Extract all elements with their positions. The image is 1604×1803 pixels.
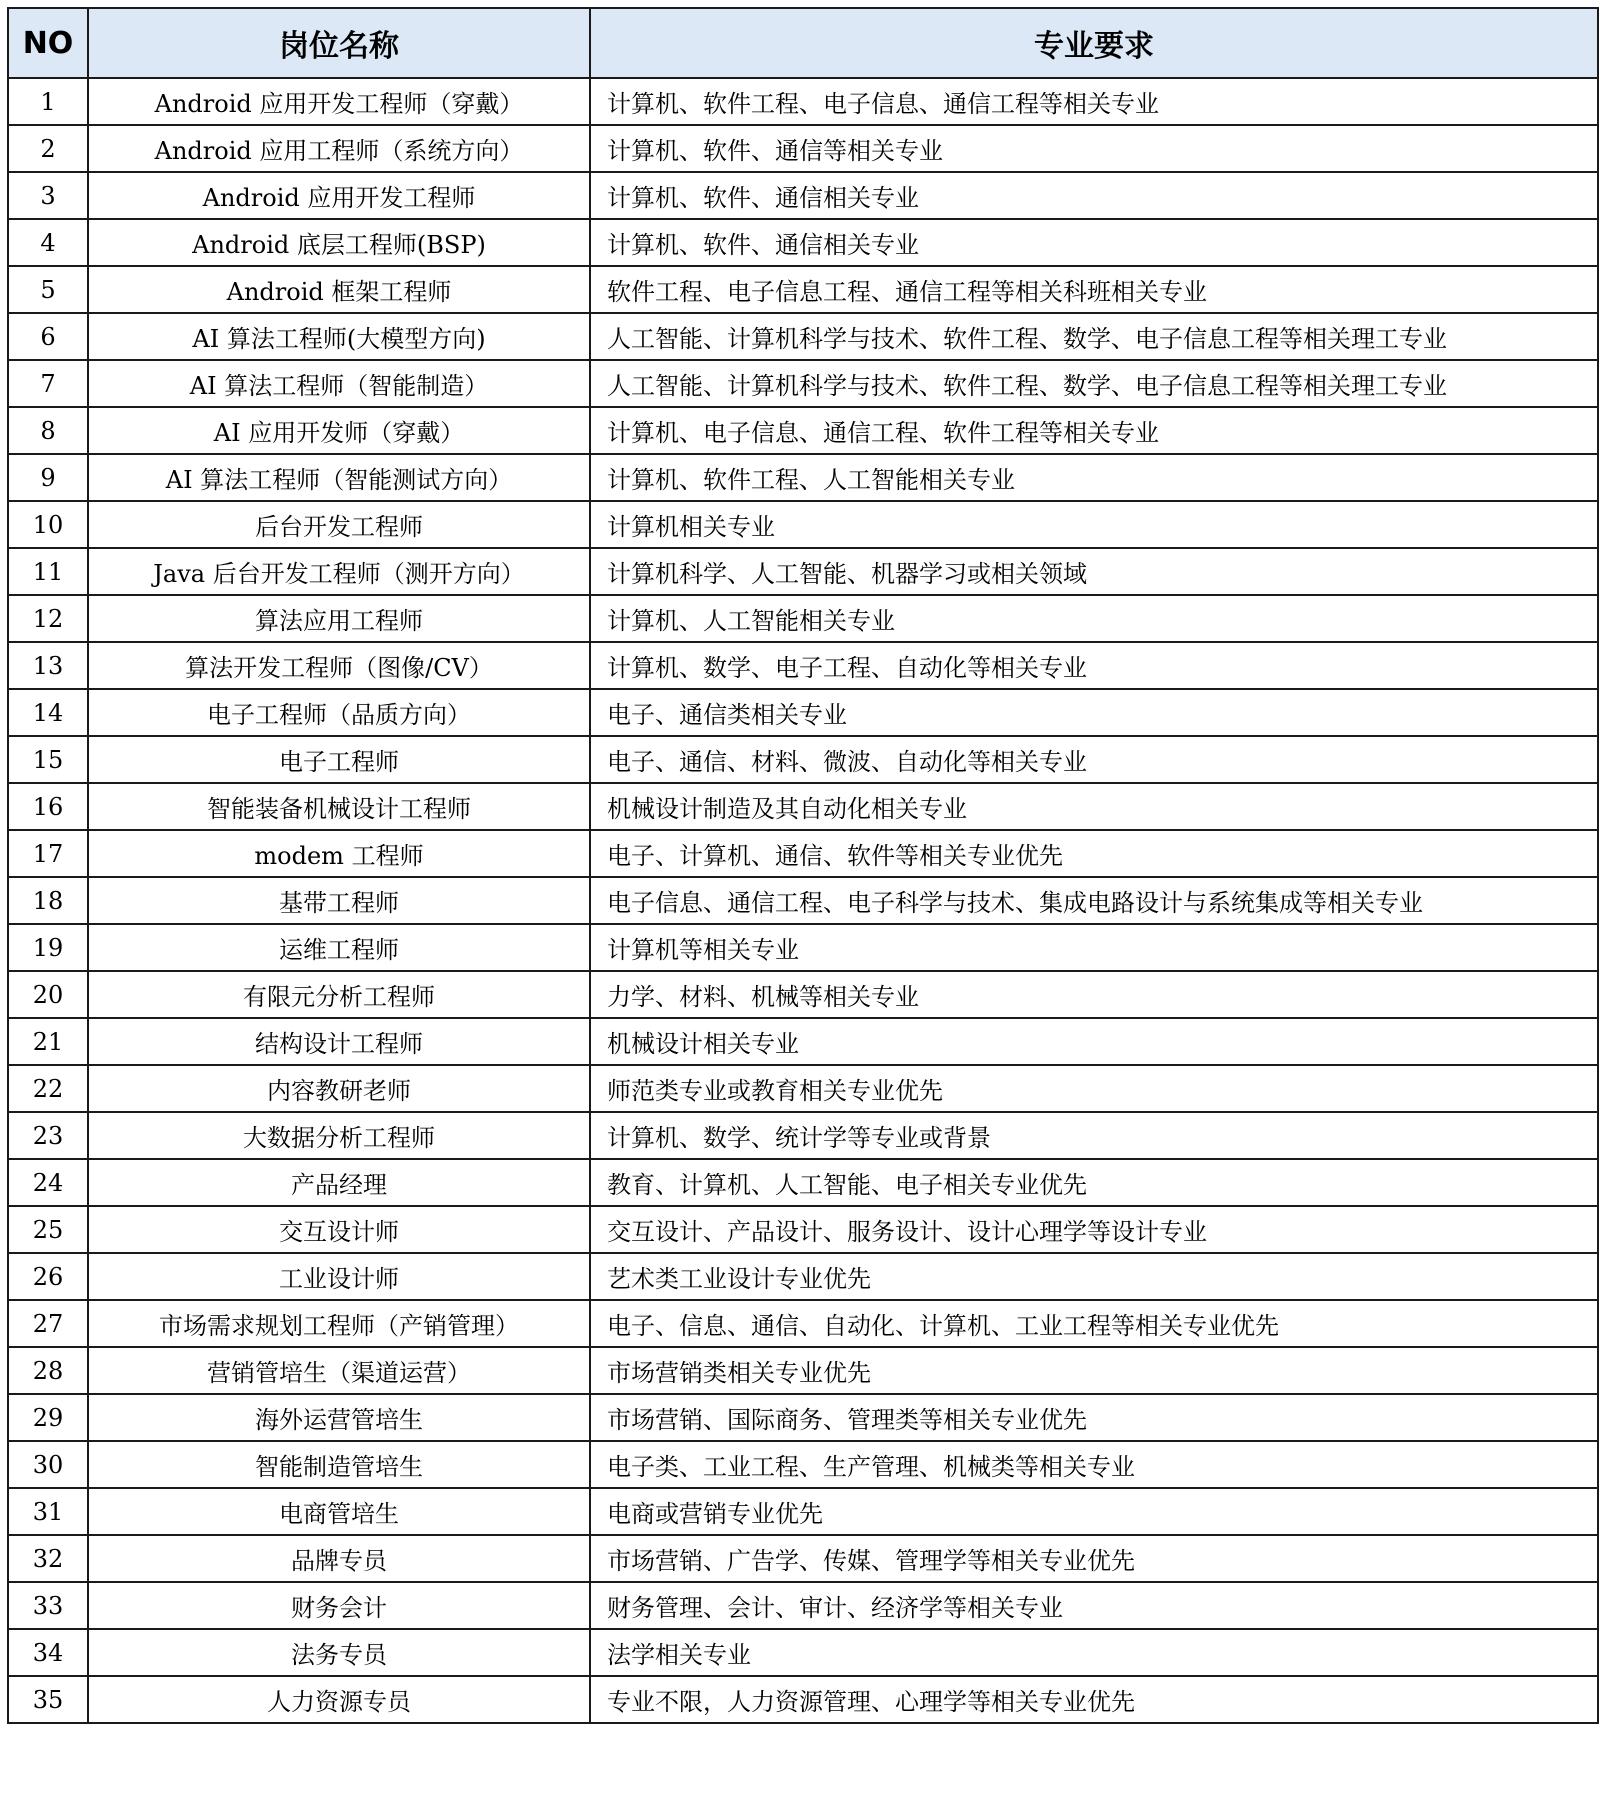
row-number: 17: [8, 830, 88, 877]
table-row: [8, 736, 1598, 783]
major-requirement-cell: 电子类、工业工程、生产管理、机械类等相关专业: [590, 1441, 1598, 1488]
table-row: [8, 689, 1598, 736]
job-title-cell: 电子工程师: [88, 736, 590, 783]
job-title-cell: 产品经理: [88, 1159, 590, 1206]
major-requirement-cell: 机械设计制造及其自动化相关专业: [590, 783, 1598, 830]
major-requirement-cell: 人工智能、计算机科学与技术、软件工程、数学、电子信息工程等相关理工专业: [590, 360, 1598, 407]
header-no: NO: [8, 8, 88, 78]
major-requirement-cell: 交互设计、产品设计、服务设计、设计心理学等设计专业: [590, 1206, 1598, 1253]
major-requirement-cell: 法学相关专业: [590, 1629, 1598, 1676]
table-row: [8, 1394, 1598, 1441]
major-requirement-cell: 软件工程、电子信息工程、通信工程等相关科班相关专业: [590, 266, 1598, 313]
job-title-cell: 工业设计师: [88, 1253, 590, 1300]
row-number: 11: [8, 548, 88, 595]
job-title-cell: Android 框架工程师: [88, 266, 590, 313]
table-row: [8, 1159, 1598, 1206]
job-title-cell: 智能制造管培生: [88, 1441, 590, 1488]
row-number: 22: [8, 1065, 88, 1112]
row-number: 32: [8, 1535, 88, 1582]
job-title-cell: AI 算法工程师（智能制造）: [88, 360, 590, 407]
job-title-cell: 市场需求规划工程师（产销管理）: [88, 1300, 590, 1347]
row-number: 15: [8, 736, 88, 783]
job-title-cell: AI 算法工程师(大模型方向): [88, 313, 590, 360]
major-requirement-cell: 市场营销、国际商务、管理类等相关专业优先: [590, 1394, 1598, 1441]
row-number: 20: [8, 971, 88, 1018]
table-row: [8, 877, 1598, 924]
row-number: 26: [8, 1253, 88, 1300]
job-title-cell: 法务专员: [88, 1629, 590, 1676]
row-number: 4: [8, 219, 88, 266]
table-row: [8, 1535, 1598, 1582]
job-title-cell: 品牌专员: [88, 1535, 590, 1582]
major-requirement-cell: 计算机、软件、通信相关专业: [590, 172, 1598, 219]
table-row: [8, 313, 1598, 360]
header-row: [8, 8, 1598, 78]
table-row: [8, 454, 1598, 501]
job-title-cell: 财务会计: [88, 1582, 590, 1629]
job-title-cell: Android 应用开发工程师: [88, 172, 590, 219]
major-requirement-cell: 计算机、软件工程、人工智能相关专业: [590, 454, 1598, 501]
major-requirement-cell: 力学、材料、机械等相关专业: [590, 971, 1598, 1018]
job-title-cell: Android 应用开发工程师（穿戴）: [88, 78, 590, 125]
row-number: 13: [8, 642, 88, 689]
row-number: 8: [8, 407, 88, 454]
job-title-cell: 结构设计工程师: [88, 1018, 590, 1065]
table-row: [8, 1253, 1598, 1300]
row-number: 6: [8, 313, 88, 360]
major-requirement-cell: 电子信息、通信工程、电子科学与技术、集成电路设计与系统集成等相关专业: [590, 877, 1598, 924]
row-number: 30: [8, 1441, 88, 1488]
row-number: 27: [8, 1300, 88, 1347]
major-requirement-cell: 师范类专业或教育相关专业优先: [590, 1065, 1598, 1112]
table-row: [8, 407, 1598, 454]
major-requirement-cell: 市场营销类相关专业优先: [590, 1347, 1598, 1394]
major-requirement-cell: 计算机、软件、通信相关专业: [590, 219, 1598, 266]
row-number: 16: [8, 783, 88, 830]
table-row: [8, 501, 1598, 548]
job-title-cell: AI 应用开发师（穿戴）: [88, 407, 590, 454]
row-number: 29: [8, 1394, 88, 1441]
job-title-cell: Java 后台开发工程师（测开方向）: [88, 548, 590, 595]
table-row: [8, 830, 1598, 877]
table-row: [8, 595, 1598, 642]
row-number: 19: [8, 924, 88, 971]
table-header: [8, 8, 1598, 78]
major-requirement-cell: 计算机、人工智能相关专业: [590, 595, 1598, 642]
row-number: 9: [8, 454, 88, 501]
row-number: 35: [8, 1676, 88, 1723]
table-row: [8, 1441, 1598, 1488]
major-requirement-cell: 计算机、软件、通信等相关专业: [590, 125, 1598, 172]
row-number: 5: [8, 266, 88, 313]
job-title-cell: 海外运营管培生: [88, 1394, 590, 1441]
table-row: [8, 971, 1598, 1018]
header-major-requirement: 专业要求: [590, 8, 1598, 78]
job-title-cell: Android 应用工程师（系统方向）: [88, 125, 590, 172]
table-row: [8, 172, 1598, 219]
row-number: 12: [8, 595, 88, 642]
row-number: 28: [8, 1347, 88, 1394]
table-row: [8, 1488, 1598, 1535]
row-number: 33: [8, 1582, 88, 1629]
row-number: 18: [8, 877, 88, 924]
job-title-cell: 电商管培生: [88, 1488, 590, 1535]
major-requirement-cell: 电子、通信、材料、微波、自动化等相关专业: [590, 736, 1598, 783]
major-requirement-cell: 计算机、软件工程、电子信息、通信工程等相关专业: [590, 78, 1598, 125]
job-title-cell: 内容教研老师: [88, 1065, 590, 1112]
table-row: [8, 548, 1598, 595]
table-row: [8, 1582, 1598, 1629]
job-title-cell: 算法应用工程师: [88, 595, 590, 642]
major-requirement-cell: 电子、计算机、通信、软件等相关专业优先: [590, 830, 1598, 877]
row-number: 1: [8, 78, 88, 125]
job-title-cell: 有限元分析工程师: [88, 971, 590, 1018]
major-requirement-cell: 财务管理、会计、审计、经济学等相关专业: [590, 1582, 1598, 1629]
major-requirement-cell: 电子、信息、通信、自动化、计算机、工业工程等相关专业优先: [590, 1300, 1598, 1347]
table-row: [8, 219, 1598, 266]
row-number: 10: [8, 501, 88, 548]
major-requirement-cell: 电子、通信类相关专业: [590, 689, 1598, 736]
table-row: [8, 924, 1598, 971]
table-row: [8, 1676, 1598, 1723]
row-number: 3: [8, 172, 88, 219]
table-row: [8, 125, 1598, 172]
major-requirement-cell: 计算机等相关专业: [590, 924, 1598, 971]
job-title-cell: 交互设计师: [88, 1206, 590, 1253]
major-requirement-cell: 人工智能、计算机科学与技术、软件工程、数学、电子信息工程等相关理工专业: [590, 313, 1598, 360]
table-body: [8, 78, 1598, 1723]
job-title-cell: modem 工程师: [88, 830, 590, 877]
row-number: 21: [8, 1018, 88, 1065]
job-requirements-table: [7, 7, 1599, 1724]
table-row: [8, 1112, 1598, 1159]
table-row: [8, 266, 1598, 313]
job-title-cell: 基带工程师: [88, 877, 590, 924]
table-row: [8, 78, 1598, 125]
major-requirement-cell: 计算机、数学、电子工程、自动化等相关专业: [590, 642, 1598, 689]
header-job-title: 岗位名称: [88, 8, 590, 78]
table-row: [8, 783, 1598, 830]
row-number: 24: [8, 1159, 88, 1206]
job-title-cell: 大数据分析工程师: [88, 1112, 590, 1159]
row-number: 25: [8, 1206, 88, 1253]
table-row: [8, 1065, 1598, 1112]
row-number: 31: [8, 1488, 88, 1535]
table-row: [8, 360, 1598, 407]
table-row: [8, 642, 1598, 689]
job-title-cell: 营销管培生（渠道运营）: [88, 1347, 590, 1394]
table-row: [8, 1347, 1598, 1394]
major-requirement-cell: 计算机、数学、统计学等专业或背景: [590, 1112, 1598, 1159]
row-number: 14: [8, 689, 88, 736]
major-requirement-cell: 计算机、电子信息、通信工程、软件工程等相关专业: [590, 407, 1598, 454]
table-row: [8, 1018, 1598, 1065]
job-title-cell: 运维工程师: [88, 924, 590, 971]
table-row: [8, 1300, 1598, 1347]
row-number: 34: [8, 1629, 88, 1676]
major-requirement-cell: 计算机相关专业: [590, 501, 1598, 548]
job-title-cell: Android 底层工程师(BSP): [88, 219, 590, 266]
major-requirement-cell: 市场营销、广告学、传媒、管理学等相关专业优先: [590, 1535, 1598, 1582]
major-requirement-cell: 机械设计相关专业: [590, 1018, 1598, 1065]
job-title-cell: 算法开发工程师（图像/CV）: [88, 642, 590, 689]
row-number: 7: [8, 360, 88, 407]
job-title-cell: 后台开发工程师: [88, 501, 590, 548]
job-title-cell: 智能装备机械设计工程师: [88, 783, 590, 830]
row-number: 23: [8, 1112, 88, 1159]
table-row: [8, 1206, 1598, 1253]
major-requirement-cell: 电商或营销专业优先: [590, 1488, 1598, 1535]
major-requirement-cell: 专业不限，人力资源管理、心理学等相关专业优先: [590, 1676, 1598, 1723]
major-requirement-cell: 艺术类工业设计专业优先: [590, 1253, 1598, 1300]
major-requirement-cell: 教育、计算机、人工智能、电子相关专业优先: [590, 1159, 1598, 1206]
major-requirement-cell: 计算机科学、人工智能、机器学习或相关领域: [590, 548, 1598, 595]
job-title-cell: 人力资源专员: [88, 1676, 590, 1723]
row-number: 2: [8, 125, 88, 172]
job-title-cell: 电子工程师（品质方向）: [88, 689, 590, 736]
job-title-cell: AI 算法工程师（智能测试方向）: [88, 454, 590, 501]
table-row: [8, 1629, 1598, 1676]
